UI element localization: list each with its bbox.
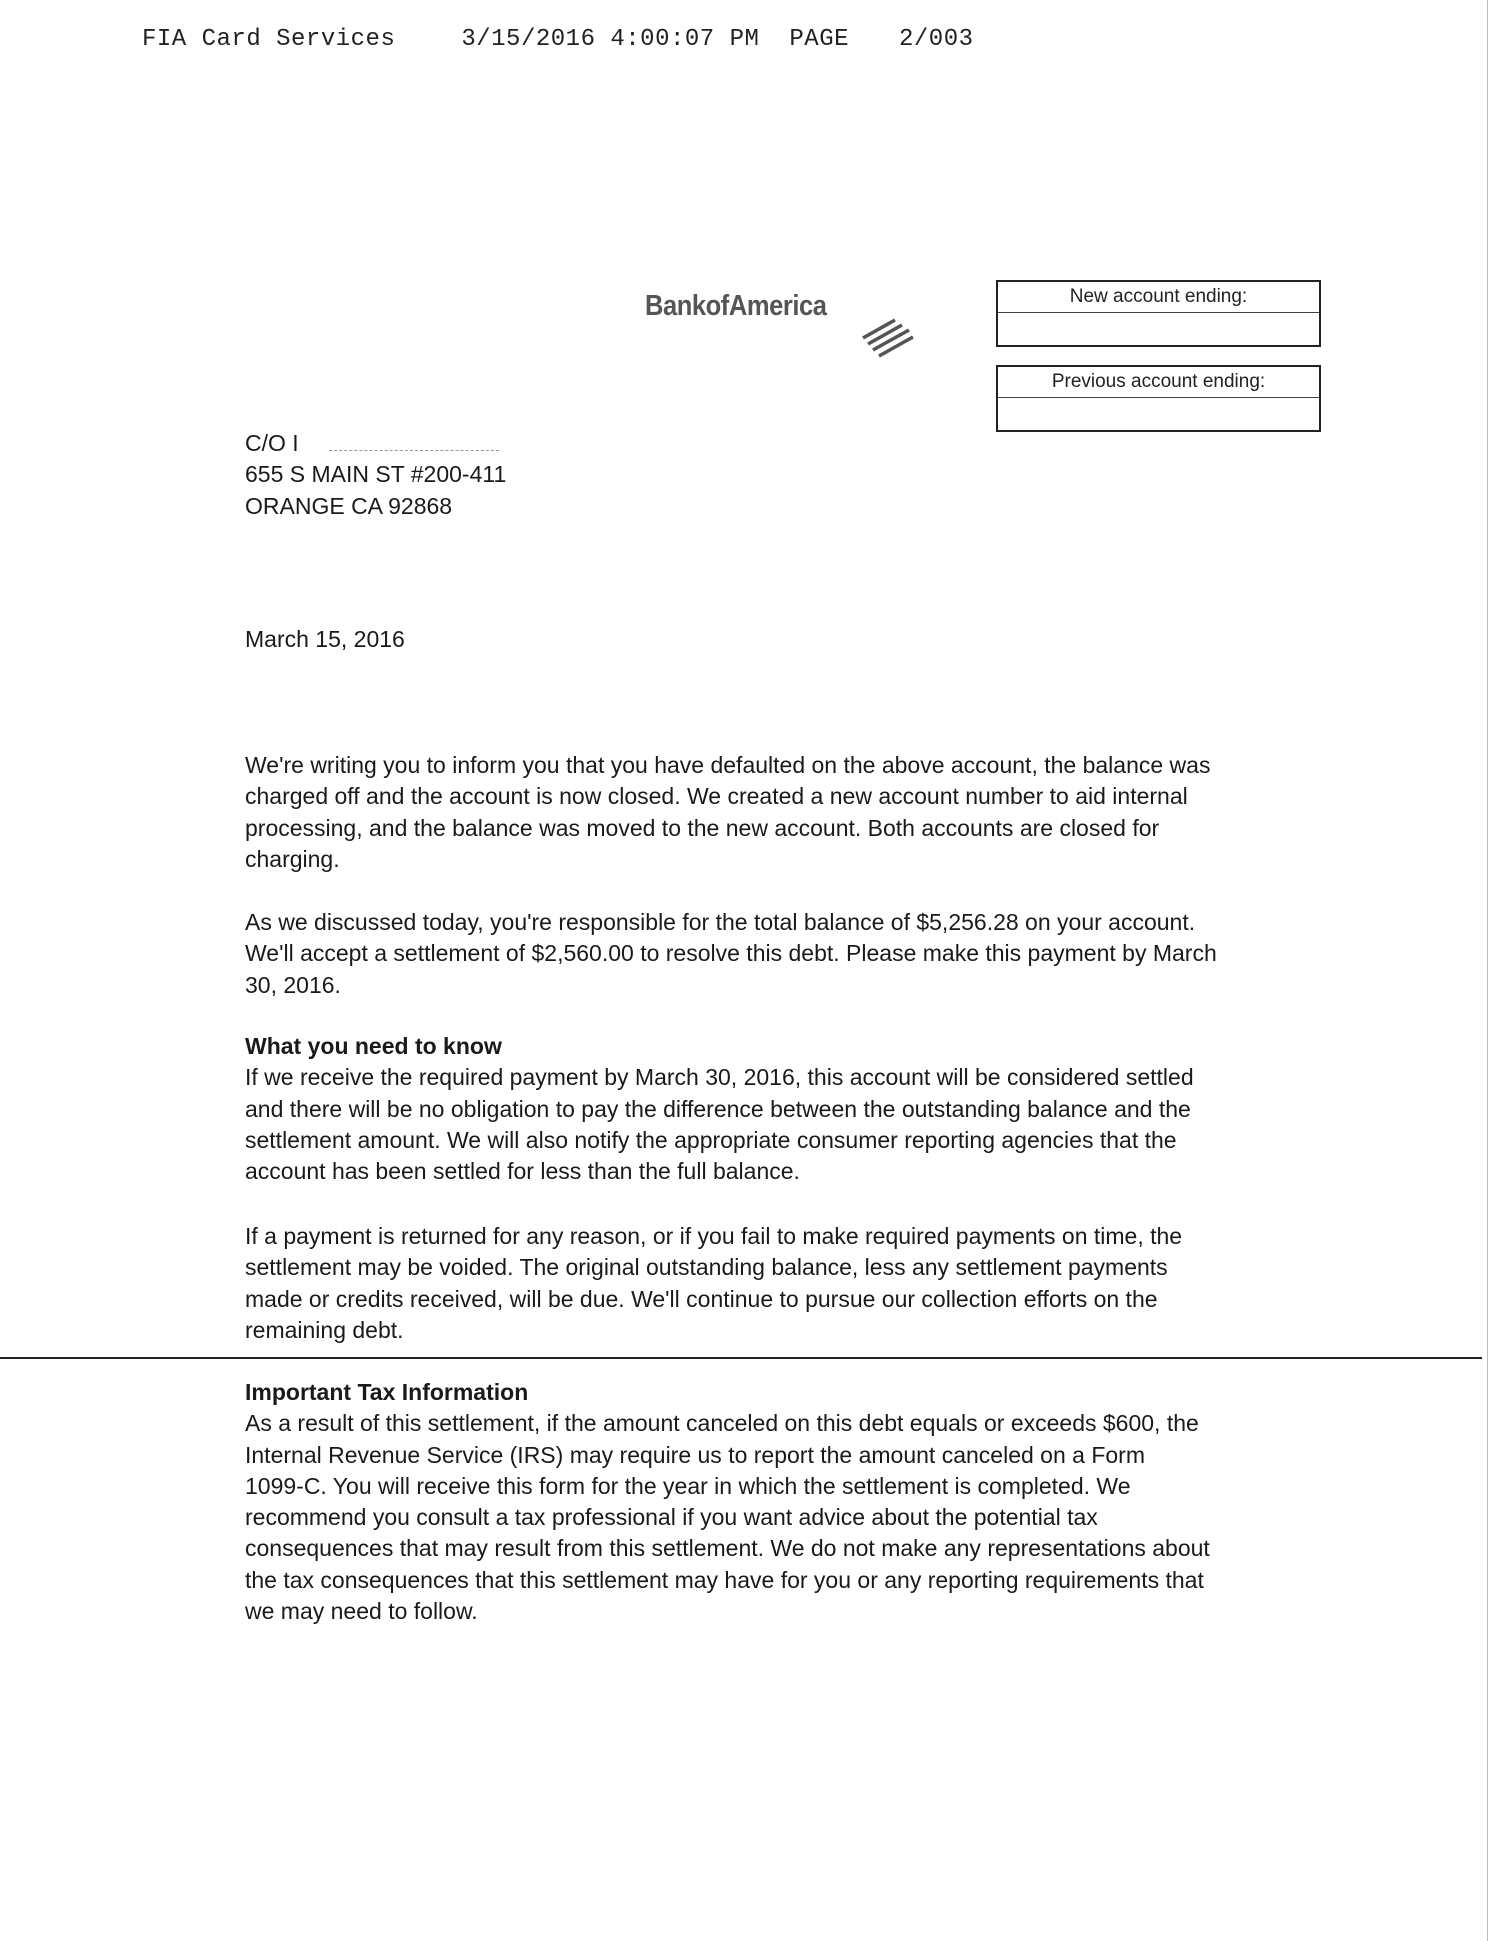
fax-header [142, 26, 974, 53]
paragraph-default [245, 750, 1210, 875]
logo-text: BankofAmerica [645, 290, 827, 322]
recipient-address [245, 428, 506, 522]
previous-account-value [998, 398, 1319, 430]
text-line: charging. [245, 845, 340, 872]
text-line: settlement may be voided. The original outstanding balance, less any settlement payments [245, 1254, 1168, 1281]
text-line: processing, and the balance was moved to the new account. Both accounts are closed for [245, 814, 1160, 841]
text-line: the tax consequences that this settlement may have for you or any reporting requirements that [245, 1566, 1204, 1593]
text-line: As we discussed today, you're responsible for the total balance of $5,256.28 on your account. [245, 909, 1196, 935]
fax-sender: FIA Card Services [142, 26, 396, 53]
paragraph-returned-payment [245, 1221, 1182, 1346]
text-line: We'll accept a settlement of $2,560.00 to resolve this debt. Please make this payment by March [245, 940, 1217, 967]
new-account-label: New account ending: [998, 282, 1319, 313]
text-line: remaining debt. [245, 1316, 404, 1343]
new-account-box [996, 280, 1321, 347]
text-line: If a payment is returned for any reason, or if you fail to make required payments on time, the [245, 1223, 1183, 1249]
text-line: consequences that may result from this settlement. We do not make any representations about [245, 1535, 1210, 1562]
bank-logo [645, 290, 945, 360]
text-line: we may need to follow. [245, 1598, 478, 1625]
text-line: settlement amount. We will also notify the appropriate consumer reporting agencies that the [245, 1126, 1177, 1153]
section-heading: What you need to know [245, 1033, 502, 1059]
text-line: account has been settled for less than the full balance. [245, 1158, 800, 1185]
text-line: recommend you consult a tax professional if you want advice about the potential tax [245, 1504, 1098, 1531]
text-line: and there will be no obligation to pay the difference between the outstanding balance and the [245, 1095, 1191, 1122]
text-line: made or credits received, will be due. We'll continue to pursue our collection efforts on the [245, 1285, 1158, 1312]
section-what-to-know [245, 1031, 1194, 1187]
address-line-1: C/O I [245, 430, 299, 456]
section-tax-info [245, 1377, 1210, 1627]
letter-date: March 15, 2016 [245, 626, 405, 652]
address-line-3: ORANGE CA 92868 [245, 492, 453, 519]
text-line: charged off and the account is now closed. We created a new account number to aid internal [245, 783, 1188, 810]
text-line: 30, 2016. [245, 971, 341, 998]
fax-datetime: 3/15/2016 4:00:07 PM [461, 26, 760, 53]
previous-account-label: Previous account ending: [998, 367, 1319, 398]
text-line: As a result of this settlement, if the amount canceled on this debt equals or exceeds $600, the [245, 1410, 1199, 1437]
previous-account-box [996, 365, 1321, 432]
fax-page-number: 2/003 [899, 26, 974, 53]
horizontal-rule [0, 1357, 1482, 1359]
fax-page-label: PAGE [789, 26, 849, 53]
page-edge [1487, 0, 1488, 1941]
text-line: We're writing you to inform you that you have defaulted on the above account, the balance was [245, 752, 1211, 778]
text-line: 1099-C. You will receive this form for the year in which the settlement is completed. We [245, 1472, 1131, 1499]
redacted-name [329, 438, 499, 451]
flag-icon [855, 316, 915, 358]
text-line: If we receive the required payment by March 30, 2016, this account will be considered settled [245, 1064, 1194, 1091]
paragraph-settlement [245, 907, 1217, 1001]
section-heading: Important Tax Information [245, 1379, 529, 1405]
new-account-value [998, 313, 1319, 345]
address-line-2: 655 S MAIN ST #200-411 [245, 461, 507, 488]
text-line: Internal Revenue Service (IRS) may require us to report the amount canceled on a Form [245, 1441, 1145, 1468]
